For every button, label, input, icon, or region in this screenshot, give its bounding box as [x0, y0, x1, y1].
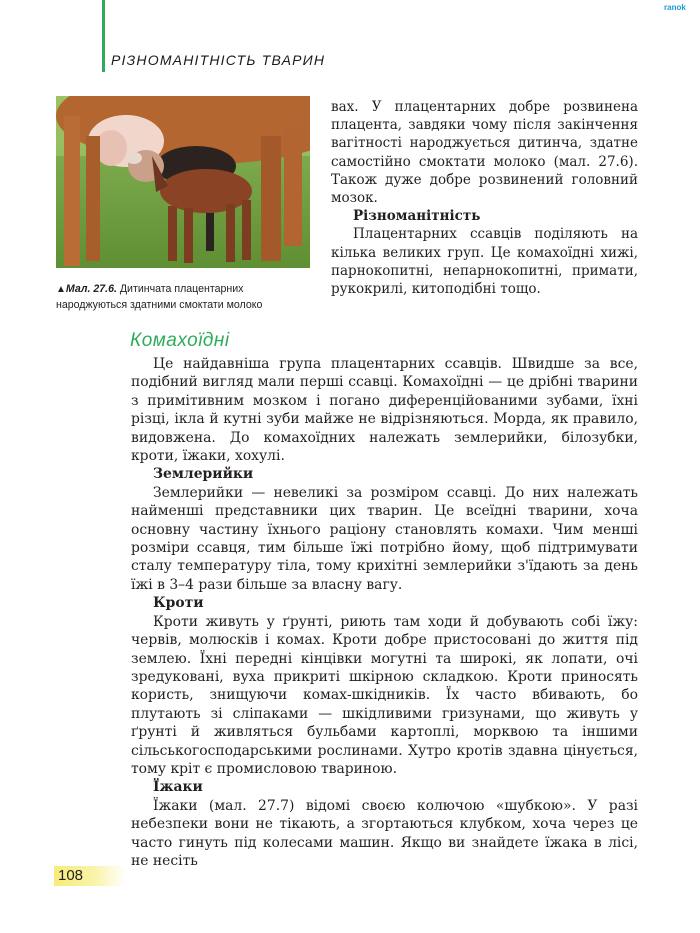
triangle-marker-icon: ▲ [56, 284, 66, 295]
paragraph: Землерийки — невеликі за розміром ссавці. До них належать найменші представники цих тварин. Це всеїдні тварини, хоча основну частину їхнього раціону становлять комахи. Чим менші розміри ссавця, тим більше їжі потрібно йому, щоб підтримувати сталу температуру тіла, тому крихітні землерийки з'їдають за день їжі в 3–4 рази більше за власну вагу. [131, 484, 638, 593]
publisher-logo: ranok [664, 3, 686, 12]
section-heading-insectivores: Комахоїдні [130, 330, 230, 351]
paragraph: вах. У плацентарних добре розвинена плацента, завдяки чому після закінчення вагітності народжується дитинча, здатне самостійно смоктати молоко (мал. 27.6). Також дуже добре розвинений головний мозок. [331, 99, 638, 207]
figure-caption [56, 282, 316, 312]
section-title: РІЗНОМАНІТНІСТЬ ТВАРИН [111, 52, 326, 68]
subheading-diversity: Різноманітність [353, 208, 481, 225]
paragraph: Плацентарних ссавців поділяють на кілька великих груп. Це комахоїдні хижі, парнокопитні, непарнокопитні, примати, рукокрилі, китоподібні тощо. [331, 226, 638, 298]
subheading-hedgehogs: Їжаки [153, 779, 203, 796]
figure-label: Мал. 27.6. [65, 283, 117, 295]
paragraph: Кроти живуть у ґрунті, риють там ходи й добувають собі їжу: червів, молюсків і комах. Кроти добре пристосовані до життя під землею. Їхні передні кінцівки могутні та широкі, як лопати, очі зредуковані, вуха прикриті шкірною складкою. Кроти приносять користь, знищуючи комах-шкідників. Їх часто вбивають, бо плутають зі сліпаками — шкідливими гризунами, що живуть у ґрунті й живляться бульбами картоплі, морквою та іншими сільськогосподарськими рослинами. Хутро кротів здавна цінується, тому кріт є промисловою твариною. [131, 613, 638, 777]
goat-illustration [56, 96, 310, 268]
right-column [331, 98, 638, 298]
page-number: 108 [54, 866, 126, 886]
figure-caption-text: Дитинчата плацентарних народжуються здатними смоктати молоко [56, 283, 263, 311]
goat-kids-photo [56, 96, 310, 268]
paragraph: Це найдавніша група плацентарних ссавців. Швидше за все, подібний вигляд мали перші ссавці. Комахоїдні — це дрібні тварини з примітивним мозком і погано диференційованими зубами, їхні різці, ікла й кутні зуби майже не відрізняються. Морда, як правило, видовжена. До комахоїдних належать землерийки, білозубки, кроти, їжаки, хохулі. [131, 356, 638, 465]
main-text [131, 355, 638, 870]
subheading-shrews: Землерийки [153, 466, 254, 483]
subheading-moles: Кроти [153, 595, 204, 612]
section-accent-line [102, 0, 105, 72]
paragraph: Їжаки (мал. 27.7) відомі своєю колючою «шубкою». У разі небезпеки вони не тікають, а згортаються клубком, хоча через це часто гинуть під колесами машин. Якщо ви знайдете їжака в лісі, не несіть [131, 797, 638, 869]
